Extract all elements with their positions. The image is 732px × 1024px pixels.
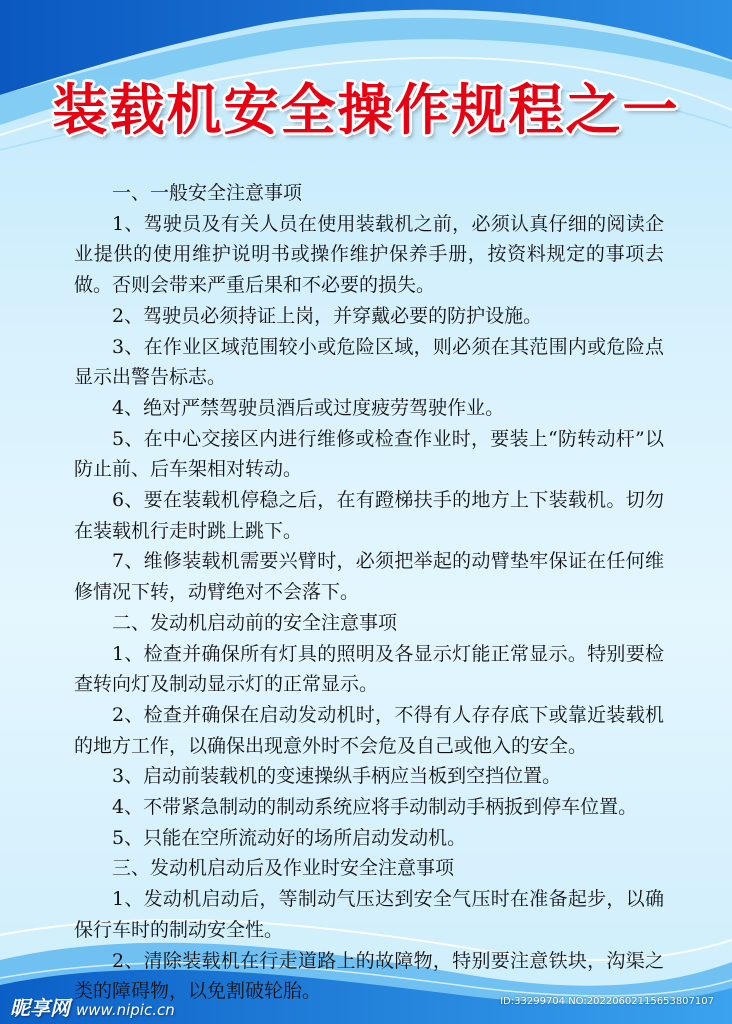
rule-item: 1、驾驶员及有关人员在使用装载机之前，必须认真仔细的阅读企业提供的使用维护说明书或操作维护保养手册，按资料规定的事项去做。否则会带来严重后果和不必要的损失。 [74,212,664,297]
watermark-logo [10,992,175,1018]
rule-item: 4、不带紧急制动的制动系统应将手动制动手柄扳到停车位置。 [112,796,638,819]
rule-item: 6、要在装载机停稳之后，在有蹬梯扶手的地方上下装载机。切勿在装载机行走时跳上跳下。 [74,489,664,542]
rule-item: 2、驾驶员必须持证上岗，并穿戴必要的防护设施。 [112,304,543,327]
section-heading-after-start: 三、发动机启动后及作业时安全注意事项 [112,857,455,880]
watermark-id: ID:33299704 NO:20220602115653807107 [500,996,714,1007]
rule-item: 4、绝对严禁驾驶员酒后或过度疲劳驾驶作业。 [112,396,505,419]
rule-item: 3、在作业区域范围较小或危险区域，则必须在其范围内或危险点显示出警告标志。 [74,335,664,389]
regulation-body [74,178,664,1007]
watermark-url: www.nipic.cn [76,1001,175,1019]
rule-item: 2、清除装载机在行走道路上的故障物，特别要注意铁块，沟渠之类的障碍物，以免割破轮胎。 [74,949,664,1003]
rule-item: 1、检查并确保所有灯具的照明及各显示灯能正常显示。特别要检查转向灯及制动显示灯的正常显示。 [74,642,664,696]
rule-item: 3、启动前装载机的变速操纵手柄应当板到空挡位置。 [112,765,562,788]
section-heading-general: 一、一般安全注意事项 [112,182,303,204]
rule-item: 5、在中心交接区内进行维修或检查作业时，要装上“防转动杆”以防止前、后车架相对转动。 [74,427,664,481]
rule-item: 1、发动机启动后，等制动气压达到安全气压时在准备起步，以确保行车时的制动安全性。 [74,888,664,941]
watermark-logo-text: 昵享网 [10,996,70,1020]
poster-title: 装载机安全操作规程之一 [52,78,680,142]
rule-item: 5、只能在空所流动好的场所启动发动机。 [112,826,467,849]
rule-item: 2、检查并确保在启动发动机时，不得有人存存底下或靠近装载机的地方工作，以确保出现意外时不会危及自己或他入的安全。 [74,703,664,757]
rule-item: 7、维修装载机需要兴臂时，必须把举起的动臂垫牢保证在任何维修情况下转，动臂绝对不会落下。 [74,550,664,604]
section-heading-before-start: 二、发动机启动前的安全注意事项 [112,611,398,634]
